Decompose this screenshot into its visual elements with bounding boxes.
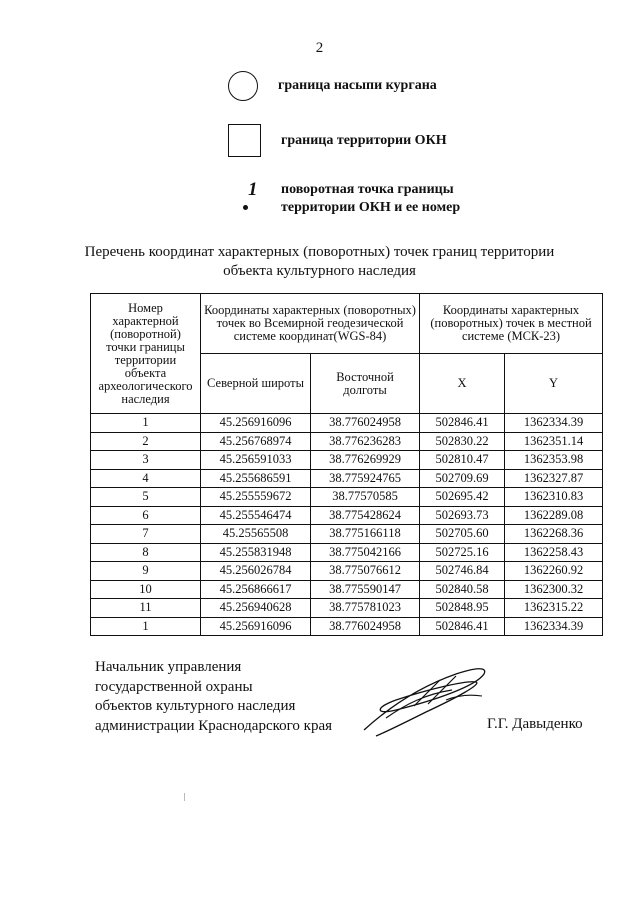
position-line1: Начальник управления <box>95 659 242 675</box>
scan-mark <box>184 793 185 801</box>
header-x: X <box>420 354 505 414</box>
longitude-cell: 38.776024958 <box>311 414 420 433</box>
handwritten-signature <box>356 660 496 740</box>
x-coordinate-cell: 502810.47 <box>420 451 505 470</box>
point-number-cell: 10 <box>91 580 201 599</box>
latitude-cell: 45.25565508 <box>201 525 311 544</box>
x-coordinate-cell: 502846.41 <box>420 617 505 636</box>
x-coordinate-cell: 502848.95 <box>420 599 505 618</box>
latitude-cell: 45.256940628 <box>201 599 311 618</box>
x-coordinate-cell: 502693.73 <box>420 506 505 525</box>
y-coordinate-cell: 1362260.92 <box>505 562 603 581</box>
latitude-cell: 45.256916096 <box>201 617 311 636</box>
point-number-cell: 9 <box>91 562 201 581</box>
table-row <box>91 488 603 507</box>
square-icon <box>228 124 261 157</box>
legend-territory <box>228 124 447 157</box>
y-coordinate-cell: 1362300.32 <box>505 580 603 599</box>
legend-point <box>228 181 460 217</box>
y-coordinate-cell: 1362334.39 <box>505 617 603 636</box>
y-coordinate-cell: 1362258.43 <box>505 543 603 562</box>
legend-mound-label: граница насыпи кургана <box>278 78 437 93</box>
longitude-cell: 38.776269929 <box>311 451 420 470</box>
latitude-cell: 45.256026784 <box>201 562 311 581</box>
point-number-cell: 7 <box>91 525 201 544</box>
x-coordinate-cell: 502725.16 <box>420 543 505 562</box>
point-marker-icon <box>228 181 261 217</box>
point-number-cell: 5 <box>91 488 201 507</box>
list-title-line2: объекта культурного наследия <box>223 263 416 279</box>
header-lon: Восточной долготы <box>311 354 420 414</box>
legend-point-label <box>281 181 460 217</box>
coordinates-table <box>90 293 603 636</box>
table-row <box>91 506 603 525</box>
latitude-cell: 45.255559672 <box>201 488 311 507</box>
y-coordinate-cell: 1362334.39 <box>505 414 603 433</box>
legend-point-label-line2: территории ОКН и ее номер <box>281 200 461 215</box>
latitude-cell: 45.255686591 <box>201 469 311 488</box>
longitude-cell: 38.775924765 <box>311 469 420 488</box>
table-row <box>91 414 603 433</box>
longitude-cell: 38.775042166 <box>311 543 420 562</box>
header-y: Y <box>505 354 603 414</box>
table-row <box>91 599 603 618</box>
y-coordinate-cell: 1362327.87 <box>505 469 603 488</box>
table-body <box>91 414 603 636</box>
point-number-cell: 6 <box>91 506 201 525</box>
signature-block <box>95 658 332 736</box>
legend-territory-label: граница территории ОКН <box>281 132 447 148</box>
longitude-cell: 38.775166118 <box>311 525 420 544</box>
latitude-cell: 45.256866617 <box>201 580 311 599</box>
header-number: Номер характерной (поворотной) точки границы территории объекта археологического наследия <box>91 294 201 414</box>
longitude-cell: 38.775076612 <box>311 562 420 581</box>
point-dot <box>243 205 248 210</box>
list-title <box>0 243 639 281</box>
table-row <box>91 617 603 636</box>
latitude-cell: 45.255546474 <box>201 506 311 525</box>
header-lat: Северной широты <box>201 354 311 414</box>
point-number-cell: 11 <box>91 599 201 618</box>
x-coordinate-cell: 502746.84 <box>420 562 505 581</box>
y-coordinate-cell: 1362353.98 <box>505 451 603 470</box>
longitude-cell: 38.775590147 <box>311 580 420 599</box>
page-number: 2 <box>315 40 324 56</box>
x-coordinate-cell: 502830.22 <box>420 432 505 451</box>
point-number-cell: 3 <box>91 451 201 470</box>
longitude-cell: 38.775428624 <box>311 506 420 525</box>
header-wgs: Координаты характерных (поворотных) точек во Всемирной геодезической системе координат(WGS-84) <box>201 294 420 354</box>
point-number-cell: 1 <box>91 617 201 636</box>
longitude-cell: 38.77570585 <box>311 488 420 507</box>
y-coordinate-cell: 1362289.08 <box>505 506 603 525</box>
circle-icon <box>228 71 258 101</box>
point-number-cell: 8 <box>91 543 201 562</box>
point-number-cell: 2 <box>91 432 201 451</box>
x-coordinate-cell: 502705.60 <box>420 525 505 544</box>
table-row <box>91 432 603 451</box>
position-line4: администрации Краснодарского края <box>95 717 333 734</box>
table-row <box>91 469 603 488</box>
y-coordinate-cell: 1362351.14 <box>505 432 603 451</box>
point-number-cell: 1 <box>91 414 201 433</box>
legend-mound <box>228 71 437 101</box>
x-coordinate-cell: 502846.41 <box>420 414 505 433</box>
x-coordinate-cell: 502695.42 <box>420 488 505 507</box>
table-row <box>91 525 603 544</box>
table-row <box>91 562 603 581</box>
position-line2: государственной охраны <box>95 678 253 695</box>
signatory-name: Г.Г. Давыденко <box>487 716 583 732</box>
table-row <box>91 543 603 562</box>
table-row <box>91 580 603 599</box>
latitude-cell: 45.256768974 <box>201 432 311 451</box>
longitude-cell: 38.776024958 <box>311 617 420 636</box>
latitude-cell: 45.256916096 <box>201 414 311 433</box>
y-coordinate-cell: 1362315.22 <box>505 599 603 618</box>
longitude-cell: 38.775781023 <box>311 599 420 618</box>
x-coordinate-cell: 502709.69 <box>420 469 505 488</box>
legend-point-label-line1: поворотная точка границы <box>281 182 454 197</box>
point-number: 1 <box>248 179 258 200</box>
latitude-cell: 45.255831948 <box>201 543 311 562</box>
position-line3: объектов культурного наследия <box>95 698 296 714</box>
point-number-cell: 4 <box>91 469 201 488</box>
latitude-cell: 45.256591033 <box>201 451 311 470</box>
x-coordinate-cell: 502840.58 <box>420 580 505 599</box>
list-title-line1: Перечень координат характерных (поворотных) точек границ территории <box>84 244 555 260</box>
table-row <box>91 451 603 470</box>
y-coordinate-cell: 1362268.36 <box>505 525 603 544</box>
header-local: Координаты характерных (поворотных) точек в местной системе (МСК-23) <box>420 294 603 354</box>
longitude-cell: 38.776236283 <box>311 432 420 451</box>
y-coordinate-cell: 1362310.83 <box>505 488 603 507</box>
